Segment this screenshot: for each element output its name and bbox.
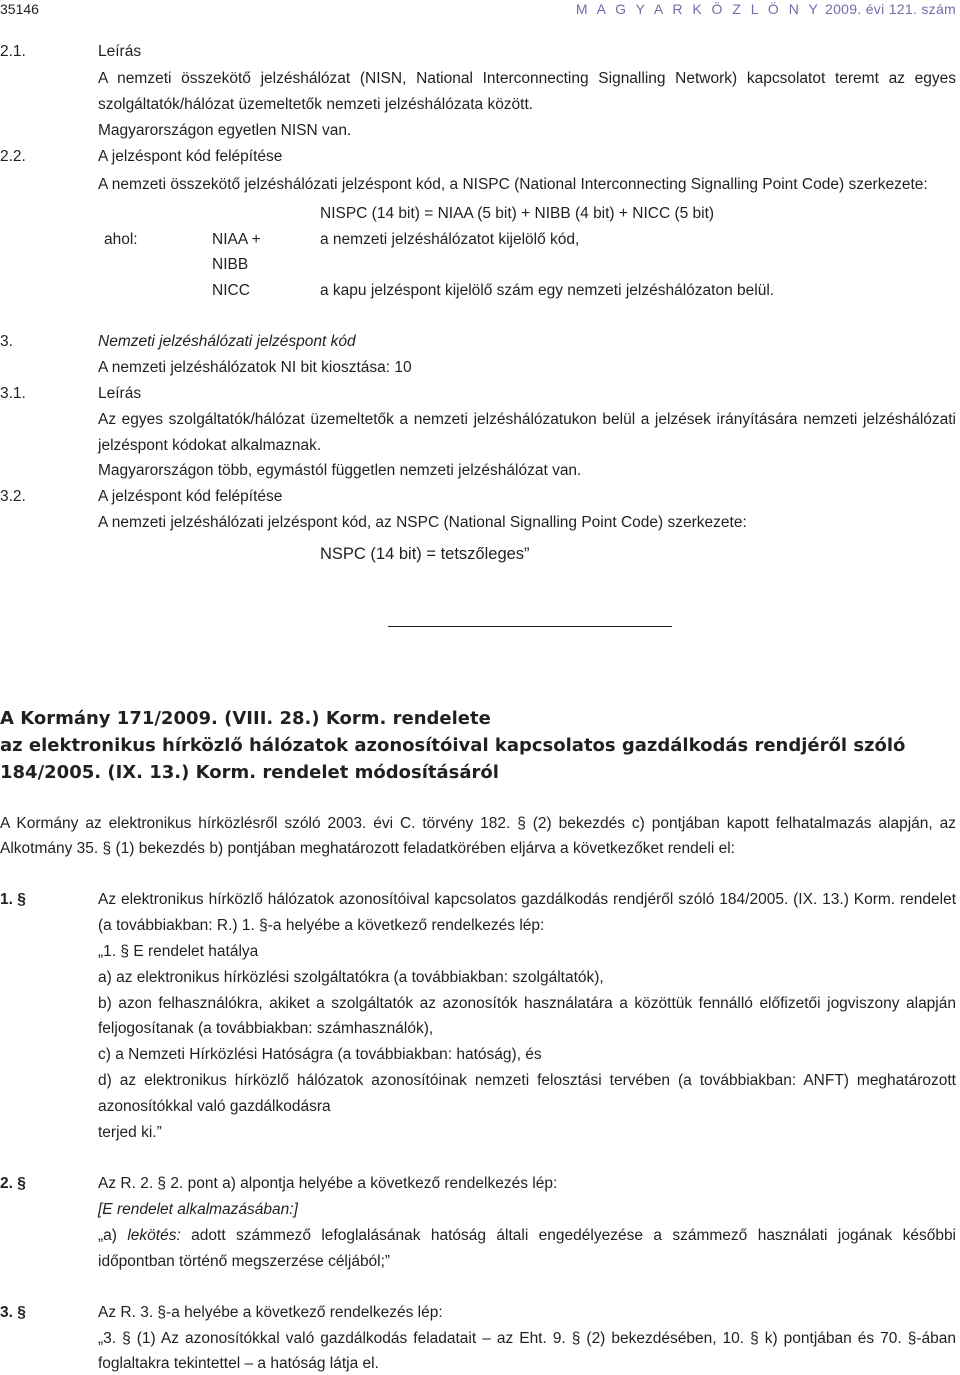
text-line: terjed ki.” [98,1124,162,1141]
text-line: feljogosítanak (a továbbiakban: számhasználók), [98,1020,434,1037]
text-line: a) az elektronikus hírközlési szolgáltatókra (a továbbiakban: szolgáltatók), [98,969,604,986]
section-title: A jelzéspont kód felépítése [98,148,283,165]
decree-title-line-1: A Kormány 171/2009. (VIII. 28.) Korm. rendelete [0,708,491,729]
paragraph-3-number: 3. § [0,1304,26,1321]
text-line [98,1225,956,1247]
section-title: Leírás [98,43,142,60]
text-line: A nemzeti jelzéshálózatok NI bit kiosztása: 10 [98,359,412,376]
section-number: 3.1. [0,385,26,402]
section-number: 3. [0,333,13,350]
text-line: A nemzeti összekötő jelzéshálózati jelzéspont kód, a NISPC (National Interconnecting Signalling Point Code) szerkezete: [98,176,928,193]
section-title: Leírás [98,385,142,402]
formula-nispc: NISPC (14 bit) = NIAA (5 bit) + NIBB (4 bit) + NICC (5 bit) [320,205,715,222]
text-line: Az egyes szolgáltatók/hálózat üzemeltetők a nemzeti jelzéshálózatukon belül a jelzések irányítására nemzeti jelzéshálózati [98,411,956,428]
term-niaa: NIAA + [212,231,261,248]
text-line: Az R. 3. §-a helyébe a következő rendelkezés lép: [98,1304,443,1321]
page-header [0,0,960,22]
text-line: A nemzeti jelzéshálózati jelzéspont kód, az NSPC (National Signalling Point Code) szerkezete: [98,514,747,531]
text-line: A nemzeti összekötő jelzéshálózat (NISN, National Interconnecting Signalling Network) kapcsolatot teremt az egyes [98,70,956,87]
text-line: (a továbbiakban: R.) 1. §-a helyébe a következő rendelkezés lép: [98,917,545,934]
text-line: b) azon felhasználókra, akiket a szolgáltatók az azonosítók használatára a közöttük fennálló előfizetői jogviszony alapján [98,995,956,1012]
text-line: „3. § (1) Az azonosítókkal való gazdálkodás feladatait – az Eht. 9. § (2) bekezdésében, 10. § k) pontjában és 70. §-ában [98,1330,956,1347]
issue-number: 2009. évi 121. szám [825,1,956,17]
section-number: 3.2. [0,488,26,505]
text-line: Az R. 2. § 2. pont a) alpontja helyébe a következő rendelkezés lép: [98,1175,558,1192]
page-number: 35146 [0,1,39,17]
formula-nspc: NSPC (14 bit) = tetszőleges” [320,545,530,563]
separator-rule [388,626,672,627]
definition-niaa: a nemzeti jelzéshálózatot kijelölő kód, [320,231,580,248]
paragraph-2-number: 2. § [0,1175,26,1192]
text-fragment: adott számmező lefoglalásának hatóság általi engedélyezése a számmező használati jogának későbbi [180,1227,957,1244]
text-line: Az elektronikus hírközlő hálózatok azonosítóival kapcsolatos gazdálkodás rendjéről szóló 184/2005. (IX. 13.) Korm. rendelet [98,891,956,908]
text-fragment: „a) [98,1227,128,1244]
text-line: d) az elektronikus hírközlő hálózatok azonosítóinak nemzeti felosztási tervében (a továbbiakban: ANFT) meghatározott [98,1072,956,1089]
term-nicc: NICC [212,282,250,299]
text-line: „1. § E rendelet hatálya [98,943,259,960]
text-line: c) a Nemzeti Hírközlési Hatóságra (a továbbiakban: hatóság), és [98,1046,542,1063]
term-nibb: NIBB [212,256,249,273]
where-label: ahol: [104,231,138,248]
section-title: A jelzéspont kód felépítése [98,488,283,505]
decree-intro-line-2: Alkotmány 35. § (1) bekezdés b) pontjában meghatározott feladatkörében eljárva a következőket rendeli el: [0,840,735,857]
text-line: foglaltakra tekintettel – a hatóság látja el. [98,1355,379,1372]
decree-title-line-3: 184/2005. (IX. 13.) Korm. rendelet módosításáról [0,762,499,783]
section-number: 2.1. [0,43,26,60]
italic-term: lekötés: [127,1227,181,1244]
decree-title-line-2: az elektronikus hírközlő hálózatok azonosítóival kapcsolatos gazdálkodás rendjéről szóló [0,735,906,756]
decree-intro-line-1: A Kormány az elektronikus hírközlésről szóló 2003. évi C. törvény 182. § (2) bekezdés c) pontjában kapott felhatalmazás alapján, az [0,815,956,832]
section-title: Nemzeti jelzéshálózati jelzéspont kód [98,333,356,350]
journal-issue [576,1,956,17]
journal-title: M A G Y A R K Ö Z L Ö N Y [575,1,821,17]
text-line: időpontban történő megszerzése céljából;” [98,1253,391,1270]
section-number: 2.2. [0,148,26,165]
definition-nicc: a kapu jelzéspont kijelölő szám egy nemzeti jelzéshálózaton belül. [320,282,775,299]
text-line: jelzéspont kódokat alkalmaznak. [98,437,322,454]
text-line: szolgáltatók/hálózat üzemeltetők nemzeti jelzéshálózata között. [98,96,534,113]
text-line: azonosítókkal való gazdálkodásra [98,1098,331,1115]
text-line: Magyarországon több, egymástól független nemzeti jelzéshálózat van. [98,462,582,479]
paragraph-1-number: 1. § [0,891,26,908]
text-line: [E rendelet alkalmazásában:] [98,1201,298,1218]
text-line: Magyarországon egyetlen NISN van. [98,122,352,139]
